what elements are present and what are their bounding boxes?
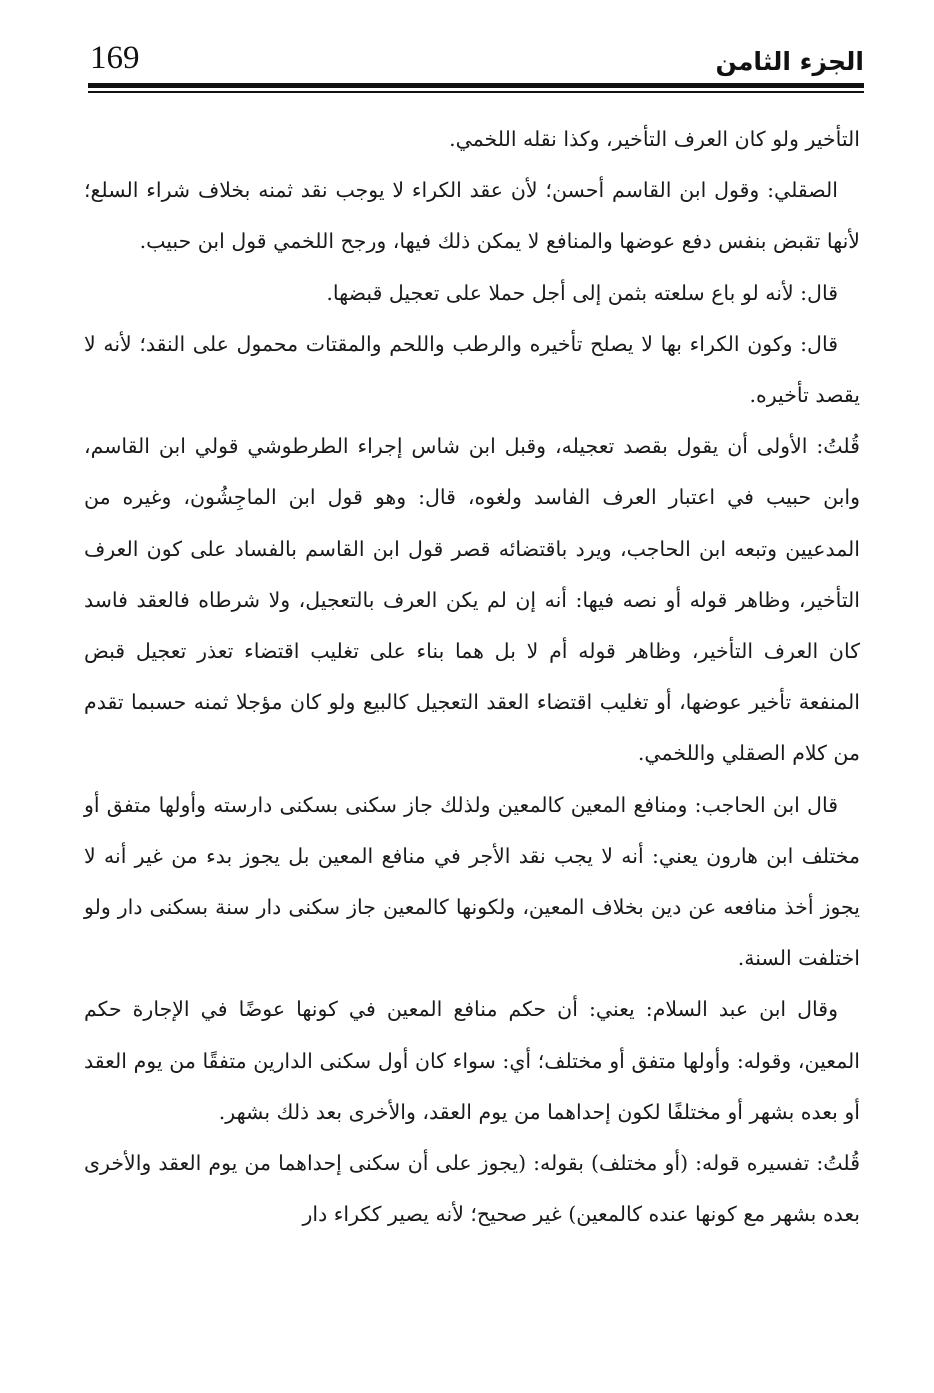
header-rule-thick <box>88 83 864 88</box>
paragraph-siqilli: الصقلي: وقول ابن القاسم أحسن؛ لأن عقد الكراء لا يوجب نقد ثمنه بخلاف شراء السلع؛ لأنها تقبض بنفس دفع عوضها والمنافع لا يمكن ذلك فيها، ورجح اللخمي قول ابن حبيب. <box>84 178 860 254</box>
paragraph-continuation: التأخير ولو كان العرف التأخير، وكذا نقله اللخمي. <box>449 127 860 151</box>
body-text <box>84 114 860 1240</box>
paragraph-qal-2: قال: وكون الكراء بها لا يصلح تأخيره والرطب واللحم والمقتات محمول على النقد؛ لأنه لا يقصد تأخيره. <box>84 331 860 408</box>
paragraph-ibn-abd-salam: وقال ابن عبد السلام: يعني: أن حكم منافع المعين في كونها عوضًا في الإجارة حكم المعين، وقوله: وأولها متفق أو مختلف؛ أي: سواء كان أول سكنى الدارين متفقًا من يوم العقد أو بعده بشهر أو مختلفًا لكون إحداهما من يوم العقد، والأخرى بعد ذلك بشهر. <box>84 997 860 1124</box>
running-title: الجزء الثامن <box>715 47 864 76</box>
header-rule-thin <box>88 91 864 93</box>
paragraph-qult-2: قُلتُ: تفسيره قوله: (أو مختلف) بقوله: (يجوز على أن سكنى إحداهما من يوم العقد والأخرى بعده بشهر مع كونها عنده كالمعين) غير صحيح؛ لأنه يصير ككراء دار <box>84 1151 860 1227</box>
paragraph-ibn-hajib: قال ابن الحاجب: ومنافع المعين كالمعين ولذلك جاز سكنى بسكنى دارسته وأولها متفق أو مختلف ابن هارون يعني: أنه لا يجب نقد الأجر في منافع المعين بل يجوز بدء من غير أنه لا يجوز أخذ منافعه عن دين بخلاف المعين، ولكونها كالمعين جاز سكنى دار سنة بسكنى دار ولو اختلفت السنة. <box>84 792 860 971</box>
paragraph-qult-1: قُلتُ: الأولى أن يقول بقصد تعجيله، وقبل ابن شاس إجراء الطرطوشي قولي ابن القاسم، وابن حبيب في اعتبار العرف الفاسد ولغوه، قال: وهو قول ابن الماجِشُون، وغيره من المدعيين وتبعه ابن الحاجب، ويرد باقتضائه قصر قول ابن القاسم بالفساد على كون العرف التأخير، وظاهر قوله أو نصه فيها: أنه إن لم يكن العرف بالتعجيل، ولا شرطاه فالعقد فاسد كان العرف التأخير، وظاهر قوله أم لا بل هما بناء على تغليب اقتضاء تعذر تعجيل قبض المنفعة تأخير عوضها، أو تغليب اقتضاء العقد التعجيل كالبيع ولو كان مؤجلا ثمنه حسبما تقدم من كلام الصقلي واللخمي. <box>84 434 860 766</box>
page-number: 169 <box>90 40 140 76</box>
paragraph-qal-1: قال: لأنه لو باع سلعته بثمن إلى أجل حملا على تعجيل قبضها. <box>326 280 838 305</box>
page-header <box>88 38 864 96</box>
